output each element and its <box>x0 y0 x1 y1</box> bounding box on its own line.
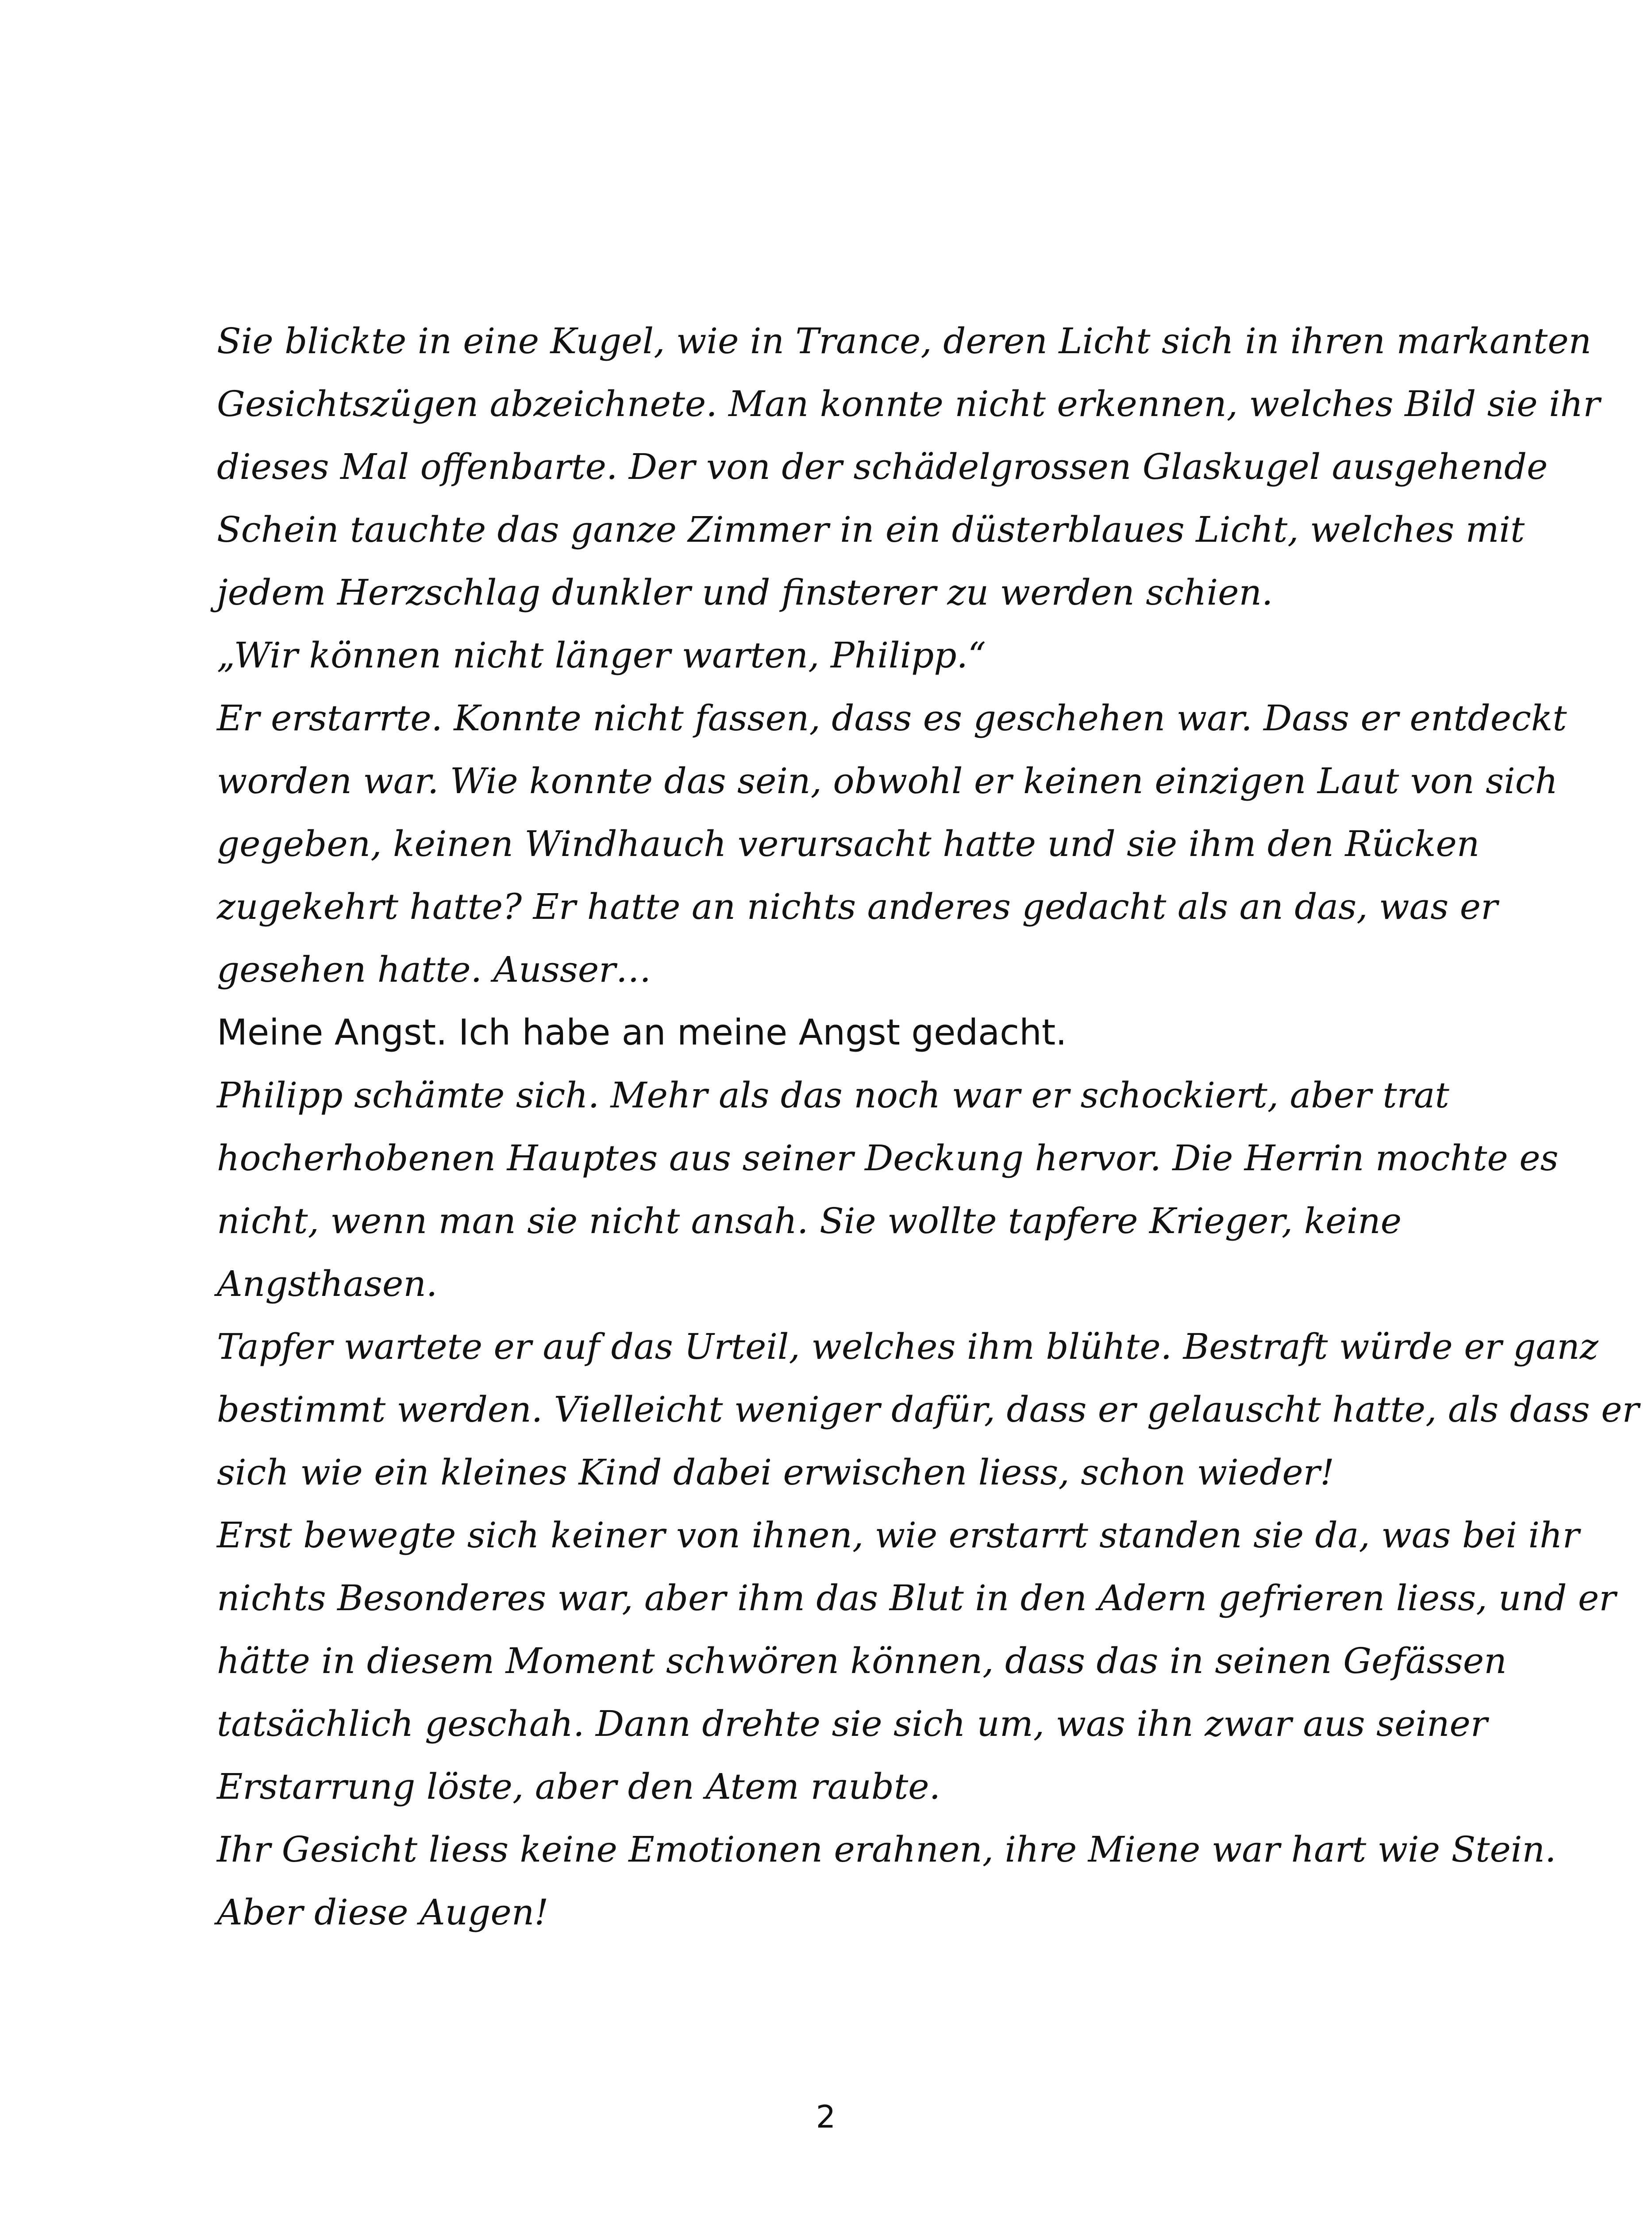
text-line: nicht, wenn man sie nicht ansah. Sie wollte tapfere Krieger, keine <box>217 1200 1402 1241</box>
body-text <box>217 310 1639 1944</box>
text-line: Aber diese Augen! <box>217 1892 549 1933</box>
text-line: Erstarrung löste, aber den Atem raubte. <box>217 1766 941 1807</box>
text-line: jedem Herzschlag dunkler und finsterer zu werden schien. <box>217 572 1273 613</box>
text-line: tatsächlich geschah. Dann drehte sie sich um, was ihn zwar aus seiner <box>217 1703 1488 1744</box>
text-line: Tapfer wartete er auf das Urteil, welches ihm blühte. Bestraft würde er ganz <box>217 1326 1598 1367</box>
text-line: sich wie ein kleines Kind dabei erwischen liess, schon wieder! <box>217 1452 1335 1493</box>
text-line: worden war. Wie konnte das sein, obwohl er keinen einzigen Laut von sich <box>217 760 1558 802</box>
dialogue-line: „Wir können nicht länger warten, Philipp.“ <box>217 635 986 676</box>
text-line: Philipp schämte sich. Mehr als das noch war er schockiert, aber trat <box>217 1075 1449 1116</box>
text-line: Sie blickte in eine Kugel, wie in Trance, deren Licht sich in ihren markanten <box>217 320 1592 362</box>
text-line: Schein tauchte das ganze Zimmer in ein düsterblaues Licht, welches mit <box>217 509 1525 550</box>
text-line: bestimmt werden. Vielleicht weniger dafür, dass er gelauscht hatte, als dass er <box>217 1389 1639 1430</box>
text-line: nichts Besonderes war, aber ihm das Blut in den Adern gefrieren liess, und er <box>217 1577 1616 1619</box>
page-number: 2 <box>816 2099 836 2135</box>
text-line: hätte in diesem Moment schwören können, dass das in seinen Gefässen <box>217 1640 1507 1681</box>
inner-thought-line: Meine Angst. Ich habe an meine Angst gedacht. <box>217 1012 1067 1053</box>
text-line: hocherhobenen Hauptes aus seiner Deckung hervor. Die Herrin mochte es <box>217 1137 1559 1179</box>
text-line: Angsthasen. <box>217 1263 438 1304</box>
text-line: zugekehrt hatte? Er hatte an nichts anderes gedacht als an das, was er <box>217 886 1498 927</box>
text-line: gesehen hatte. Ausser… <box>217 949 651 990</box>
text-line: Ihr Gesicht liess keine Emotionen erahnen, ihre Miene war hart wie Stein. <box>217 1829 1556 1870</box>
text-line: Gesichtszügen abzeichnete. Man konnte nicht erkennen, welches Bild sie ihr <box>217 383 1600 424</box>
text-line: gegeben, keinen Windhauch verursacht hatte und sie ihm den Rücken <box>217 823 1480 864</box>
text-line: dieses Mal offenbarte. Der von der schädelgrossen Glaskugel ausgehende <box>217 446 1548 487</box>
text-line: Er erstarrte. Konnte nicht fassen, dass es geschehen war. Dass er entdeckt <box>217 698 1567 739</box>
text-line: Erst bewegte sich keiner von ihnen, wie erstarrt standen sie da, was bei ihr <box>217 1515 1579 1556</box>
